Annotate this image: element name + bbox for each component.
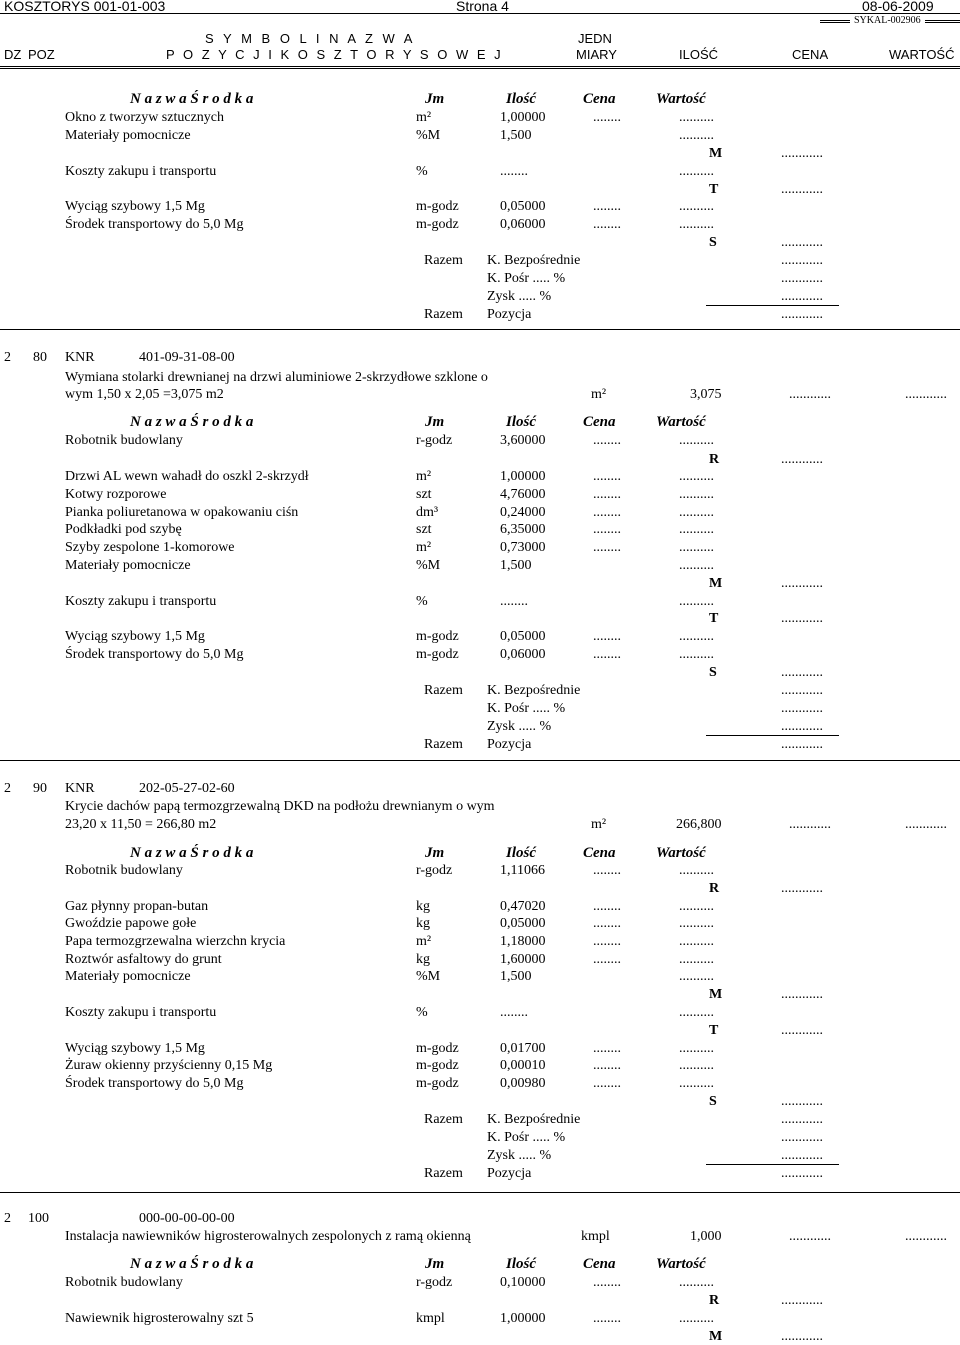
col-qty: ILOŚĆ xyxy=(679,47,719,62)
resource-name: Środek transportowy do 5,0 Mg xyxy=(65,1076,244,1091)
pos-code: 401-09-31-08-00 xyxy=(139,350,235,365)
resource-unit: kg xyxy=(416,899,430,914)
subtotal-label: T xyxy=(709,611,719,626)
resource-name: Pianka poliuretanowa w opakowaniu ciśn xyxy=(65,505,299,520)
subtotal-label: M xyxy=(709,1329,723,1344)
resource-header-unit: Jm xyxy=(425,1256,445,1272)
resource-qty: 0,10000 xyxy=(500,1275,546,1290)
subtotal-label: T xyxy=(709,1023,719,1038)
resource-unit: m² xyxy=(416,934,432,949)
summary-razem-total: Razem xyxy=(424,1166,463,1181)
pos-code: 000-00-00-00-00 xyxy=(139,1211,235,1226)
resource-header-qty: Ilość xyxy=(506,91,536,107)
summary-razem: Razem xyxy=(424,1112,463,1127)
subtotal-value: ............ xyxy=(781,1023,823,1038)
resource-qty: 4,76000 xyxy=(500,487,546,502)
pos-description: Instalacja nawiewników higrosterowalnych zespolonych z ramą okienną xyxy=(65,1229,471,1244)
col-price: CENA xyxy=(792,47,829,62)
summary-position-total: Pozycja xyxy=(487,1166,532,1181)
resource-qty: 0,24000 xyxy=(500,505,546,520)
resource-name: Żuraw okienny przyścienny 0,15 Mg xyxy=(65,1058,273,1073)
pos-description: Krycie dachów papą termozgrzewalną DKD na podłożu drewnianym o wym xyxy=(65,799,495,814)
resource-qty: ........ xyxy=(500,164,528,179)
resource-header-qty: Ilość xyxy=(506,1256,536,1272)
resource-unit: szt xyxy=(416,522,432,537)
code-rule-left xyxy=(820,20,850,23)
subtotal-label: M xyxy=(709,146,723,161)
symbol-title: S Y M B O L I N A Z W A xyxy=(205,31,416,46)
resource-name: Koszty zakupu i transportu xyxy=(65,164,217,179)
resource-value: .......... xyxy=(679,540,714,555)
resource-header-name: N a z w a Ś r o d k a xyxy=(130,1256,254,1272)
subtotal-value: ............ xyxy=(781,235,823,250)
resource-header-value: Wartość xyxy=(656,845,706,861)
resource-header-value: Wartość xyxy=(656,1256,706,1272)
subtotal-value: ............ xyxy=(781,881,823,896)
summary-razem: Razem xyxy=(424,253,463,268)
summary-direct-costs-value: ............ xyxy=(781,683,823,698)
summary-direct-costs: K. Bezpośrednie xyxy=(487,683,581,698)
resource-unit: m-godz xyxy=(416,647,459,662)
resource-qty: ........ xyxy=(500,594,528,609)
summary-razem: Razem xyxy=(424,683,463,698)
resource-price: ........ xyxy=(593,433,621,448)
resource-unit: r-godz xyxy=(416,433,453,448)
resource-name: Kotwy rozporowe xyxy=(65,487,167,502)
summary-razem-total: Razem xyxy=(424,737,463,752)
resource-value: .......... xyxy=(679,1041,714,1056)
summary-direct-costs: K. Bezpośrednie xyxy=(487,253,581,268)
resource-price: ........ xyxy=(593,505,621,520)
summary-profit-value: ............ xyxy=(781,289,823,304)
resource-value: .......... xyxy=(679,110,714,125)
resource-unit: m-godz xyxy=(416,1058,459,1073)
resource-value: .......... xyxy=(679,522,714,537)
symbol-subtitle: P O Z Y C J I K O S Z T O R Y S O W E J xyxy=(166,47,504,62)
resource-unit: kg xyxy=(416,952,430,967)
resource-qty: 0,01700 xyxy=(500,1041,546,1056)
resource-value: .......... xyxy=(679,1058,714,1073)
subtotal-label: M xyxy=(709,987,723,1002)
pos-qty: 1,000 xyxy=(690,1229,722,1244)
resource-header-price: Cena xyxy=(583,91,616,107)
resource-qty: 1,500 xyxy=(500,128,532,143)
subtotal-value: ............ xyxy=(781,1094,823,1109)
pos-kind: KNR xyxy=(65,350,95,365)
summary-position-total-value: ............ xyxy=(781,307,823,322)
summary-profit-value: ............ xyxy=(781,719,823,734)
subtotal-label: R xyxy=(709,881,720,896)
resource-header-qty: Ilość xyxy=(506,845,536,861)
summary-profit: Zysk ..... % xyxy=(487,719,552,734)
resource-name: Koszty zakupu i transportu xyxy=(65,1005,217,1020)
col-poz: POZ xyxy=(28,47,55,62)
summary-indirect-costs: K. Pośr ..... % xyxy=(487,1130,566,1145)
summary-rule xyxy=(706,1164,839,1165)
document-id: KOSZTORYS 001-01-003 xyxy=(4,0,166,14)
resource-qty: 0,73000 xyxy=(500,540,546,555)
summary-rule xyxy=(706,735,839,736)
resource-qty: 0,00980 xyxy=(500,1076,546,1091)
resource-qty: ........ xyxy=(500,1005,528,1020)
resource-unit: m-godz xyxy=(416,1076,459,1091)
pos-number: 80 xyxy=(33,350,47,365)
resource-name: Robotnik budowlany xyxy=(65,433,183,448)
summary-profit: Zysk ..... % xyxy=(487,289,552,304)
header-bottom-rule xyxy=(0,66,960,69)
resource-qty: 0,47020 xyxy=(500,899,546,914)
summary-direct-costs-value: ............ xyxy=(781,253,823,268)
resource-name: Wyciąg szybowy 1,5 Mg xyxy=(65,629,205,644)
unit-header-bottom: MIARY xyxy=(576,47,617,62)
resource-qty: 1,00000 xyxy=(500,1311,546,1326)
resource-value: .......... xyxy=(679,952,714,967)
resource-unit: szt xyxy=(416,487,432,502)
resource-price: ........ xyxy=(593,199,621,214)
resource-header-name: N a z w a Ś r o d k a xyxy=(130,845,254,861)
resource-header-unit: Jm xyxy=(425,414,445,430)
subtotal-label: R xyxy=(709,1293,720,1308)
resource-unit: r-godz xyxy=(416,1275,453,1290)
pos-price: ............ xyxy=(789,817,831,832)
resource-value: .......... xyxy=(679,199,714,214)
subtotal-value: ............ xyxy=(781,576,823,591)
summary-razem-total: Razem xyxy=(424,307,463,322)
resource-price: ........ xyxy=(593,1275,621,1290)
pos-price: ............ xyxy=(789,1229,831,1244)
resource-unit: %M xyxy=(416,969,441,984)
resource-header-price: Cena xyxy=(583,845,616,861)
resource-name: Gwoździe papowe gołe xyxy=(65,916,197,931)
summary-position-total: Pozycja xyxy=(487,307,532,322)
resource-qty: 0,05000 xyxy=(500,629,546,644)
resource-value: .......... xyxy=(679,1005,714,1020)
resource-value: .......... xyxy=(679,1076,714,1091)
pos-dz: 2 xyxy=(4,1211,11,1226)
subtotal-label: S xyxy=(709,1094,717,1109)
resource-qty: 1,00000 xyxy=(500,110,546,125)
resource-price: ........ xyxy=(593,110,621,125)
resource-name: Materiały pomocnicze xyxy=(65,128,191,143)
subtotal-value: ............ xyxy=(781,611,823,626)
resource-unit: % xyxy=(416,1005,428,1020)
summary-indirect-costs-value: ............ xyxy=(781,271,823,286)
subtotal-value: ............ xyxy=(781,146,823,161)
resource-value: .......... xyxy=(679,558,714,573)
summary-position-total-value: ............ xyxy=(781,1166,823,1181)
resource-unit: % xyxy=(416,164,428,179)
resource-price: ........ xyxy=(593,899,621,914)
resource-name: Nawiewnik higrosterowalny szt 5 xyxy=(65,1311,254,1326)
unit-header-top: JEDN xyxy=(578,31,612,46)
subtotal-value: ............ xyxy=(781,987,823,1002)
pos-value: ............ xyxy=(905,817,947,832)
pos-kind: KNR xyxy=(65,781,95,796)
subtotal-value: ............ xyxy=(781,1329,823,1344)
resource-value: .......... xyxy=(679,128,714,143)
resource-qty: 1,00000 xyxy=(500,469,546,484)
subtotal-value: ............ xyxy=(781,665,823,680)
pos-description-cont: wym 1,50 x 2,05 =3,075 m2 xyxy=(65,387,224,402)
resource-qty: 1,500 xyxy=(500,558,532,573)
pos-description: Wymiana stolarki drewnianej na drzwi aluminiowe 2-skrzydłowe szklone o xyxy=(65,370,488,385)
subtotal-value: ............ xyxy=(781,182,823,197)
pos-number: 90 xyxy=(33,781,47,796)
resource-price: ........ xyxy=(593,1058,621,1073)
position-separator xyxy=(0,760,960,761)
resource-unit: m-godz xyxy=(416,1041,459,1056)
pos-number: 100 xyxy=(28,1211,49,1226)
pos-dz: 2 xyxy=(4,350,11,365)
resource-value: .......... xyxy=(679,934,714,949)
resource-value: .......... xyxy=(679,899,714,914)
resource-name: Koszty zakupu i transportu xyxy=(65,594,217,609)
resource-value: .......... xyxy=(679,1275,714,1290)
resource-price: ........ xyxy=(593,1041,621,1056)
resource-name: Gaz płynny propan-butan xyxy=(65,899,209,914)
pos-qty: 3,075 xyxy=(690,387,722,402)
resource-qty: 1,60000 xyxy=(500,952,546,967)
resource-unit: m² xyxy=(416,540,432,555)
resource-name: Środek transportowy do 5,0 Mg xyxy=(65,217,244,232)
position-separator xyxy=(0,1192,960,1193)
pos-price: ............ xyxy=(789,387,831,402)
resource-value: .......... xyxy=(679,1311,714,1326)
summary-position-total: Pozycja xyxy=(487,737,532,752)
resource-price: ........ xyxy=(593,522,621,537)
resource-header-unit: Jm xyxy=(425,91,445,107)
resource-value: .......... xyxy=(679,647,714,662)
resource-price: ........ xyxy=(593,647,621,662)
resource-unit: m² xyxy=(416,110,432,125)
resource-name: Wyciąg szybowy 1,5 Mg xyxy=(65,199,205,214)
resource-qty: 1,18000 xyxy=(500,934,546,949)
resource-unit: %M xyxy=(416,558,441,573)
resource-unit: dm³ xyxy=(416,505,439,520)
resource-name: Roztwór asfaltowy do grunt xyxy=(65,952,222,967)
pos-description-cont: 23,20 x 11,50 = 266,80 m2 xyxy=(65,817,217,832)
subtotal-label: M xyxy=(709,576,723,591)
resource-qty: 0,06000 xyxy=(500,217,546,232)
resource-price: ........ xyxy=(593,540,621,555)
resource-header-value: Wartość xyxy=(656,91,706,107)
resource-qty: 1,500 xyxy=(500,969,532,984)
resource-name: Podkładki pod szybę xyxy=(65,522,182,537)
resource-name: Materiały pomocnicze xyxy=(65,969,191,984)
resource-header-name: N a z w a Ś r o d k a xyxy=(130,91,254,107)
resource-header-name: N a z w a Ś r o d k a xyxy=(130,414,254,430)
summary-profit-value: ............ xyxy=(781,1148,823,1163)
resource-header-price: Cena xyxy=(583,1256,616,1272)
col-dz: DZ xyxy=(4,47,22,62)
resource-qty: 0,05000 xyxy=(500,916,546,931)
resource-value: .......... xyxy=(679,164,714,179)
resource-unit: %M xyxy=(416,128,441,143)
resource-qty: 3,60000 xyxy=(500,433,546,448)
resource-value: .......... xyxy=(679,594,714,609)
summary-indirect-costs-value: ............ xyxy=(781,1130,823,1145)
pos-qty: 266,800 xyxy=(676,817,722,832)
resource-price: ........ xyxy=(593,469,621,484)
resource-qty: 0,06000 xyxy=(500,647,546,662)
col-value: WARTOŚĆ xyxy=(889,47,955,62)
pos-value: ............ xyxy=(905,1229,947,1244)
resource-price: ........ xyxy=(593,863,621,878)
summary-position-total-value: ............ xyxy=(781,737,823,752)
resource-header-qty: Ilość xyxy=(506,414,536,430)
resource-price: ........ xyxy=(593,952,621,967)
summary-profit: Zysk ..... % xyxy=(487,1148,552,1163)
resource-header-price: Cena xyxy=(583,414,616,430)
subtotal-value: ............ xyxy=(781,452,823,467)
resource-name: Materiały pomocnicze xyxy=(65,558,191,573)
resource-qty: 0,00010 xyxy=(500,1058,546,1073)
resource-header-unit: Jm xyxy=(425,845,445,861)
resource-value: .......... xyxy=(679,469,714,484)
pos-code: 202-05-27-02-60 xyxy=(139,781,235,796)
code-rule-right xyxy=(925,20,960,23)
resource-unit: m² xyxy=(416,469,432,484)
resource-price: ........ xyxy=(593,916,621,931)
resource-name: Robotnik budowlany xyxy=(65,1275,183,1290)
resource-unit: % xyxy=(416,594,428,609)
summary-direct-costs-value: ............ xyxy=(781,1112,823,1127)
resource-value: .......... xyxy=(679,916,714,931)
subtotal-value: ............ xyxy=(781,1293,823,1308)
resource-name: Drzwi AL wewn wahadł do oszkl 2-skrzydł xyxy=(65,469,309,484)
resource-name: Robotnik budowlany xyxy=(65,863,183,878)
resource-name: Okno z tworzyw sztucznych xyxy=(65,110,225,125)
subtotal-label: S xyxy=(709,665,717,680)
subtotal-label: T xyxy=(709,182,719,197)
resource-header-value: Wartość xyxy=(656,414,706,430)
resource-price: ........ xyxy=(593,1311,621,1326)
resource-value: .......... xyxy=(679,863,714,878)
resource-name: Środek transportowy do 5,0 Mg xyxy=(65,647,244,662)
resource-unit: m-godz xyxy=(416,217,459,232)
resource-value: .......... xyxy=(679,487,714,502)
summary-direct-costs: K. Bezpośrednie xyxy=(487,1112,581,1127)
resource-value: .......... xyxy=(679,217,714,232)
resource-value: .......... xyxy=(679,433,714,448)
pos-unit: m² xyxy=(591,817,607,832)
resource-qty: 0,05000 xyxy=(500,199,546,214)
resource-value: .......... xyxy=(679,629,714,644)
resource-price: ........ xyxy=(593,934,621,949)
pos-unit: m² xyxy=(591,387,607,402)
resource-qty: 1,11066 xyxy=(500,863,545,878)
summary-indirect-costs-value: ............ xyxy=(781,701,823,716)
summary-indirect-costs: K. Pośr ..... % xyxy=(487,701,566,716)
subtotal-label: R xyxy=(709,452,720,467)
resource-value: .......... xyxy=(679,969,714,984)
resource-unit: m-godz xyxy=(416,629,459,644)
page-number: Strona 4 xyxy=(456,0,509,14)
resource-unit: kg xyxy=(416,916,430,931)
pos-value: ............ xyxy=(905,387,947,402)
resource-unit: m-godz xyxy=(416,199,459,214)
resource-price: ........ xyxy=(593,487,621,502)
resource-price: ........ xyxy=(593,217,621,232)
document-date: 08-06-2009 xyxy=(862,0,934,14)
summary-indirect-costs: K. Pośr ..... % xyxy=(487,271,566,286)
resource-name: Wyciąg szybowy 1,5 Mg xyxy=(65,1041,205,1056)
position-separator xyxy=(0,329,960,330)
program-code: SYKAL-002906 xyxy=(854,15,921,26)
resource-qty: 6,35000 xyxy=(500,522,546,537)
resource-value: .......... xyxy=(679,505,714,520)
resource-unit: r-godz xyxy=(416,863,453,878)
pos-unit: kmpl xyxy=(581,1229,610,1244)
summary-rule xyxy=(706,305,839,306)
resource-price: ........ xyxy=(593,629,621,644)
subtotal-label: S xyxy=(709,235,717,250)
resource-price: ........ xyxy=(593,1076,621,1091)
resource-unit: kmpl xyxy=(416,1311,445,1326)
resource-name: Papa termozgrzewalna wierzchn krycia xyxy=(65,934,286,949)
header-top-rule xyxy=(0,13,960,14)
resource-name: Szyby zespolone 1-komorowe xyxy=(65,540,235,555)
pos-dz: 2 xyxy=(4,781,11,796)
